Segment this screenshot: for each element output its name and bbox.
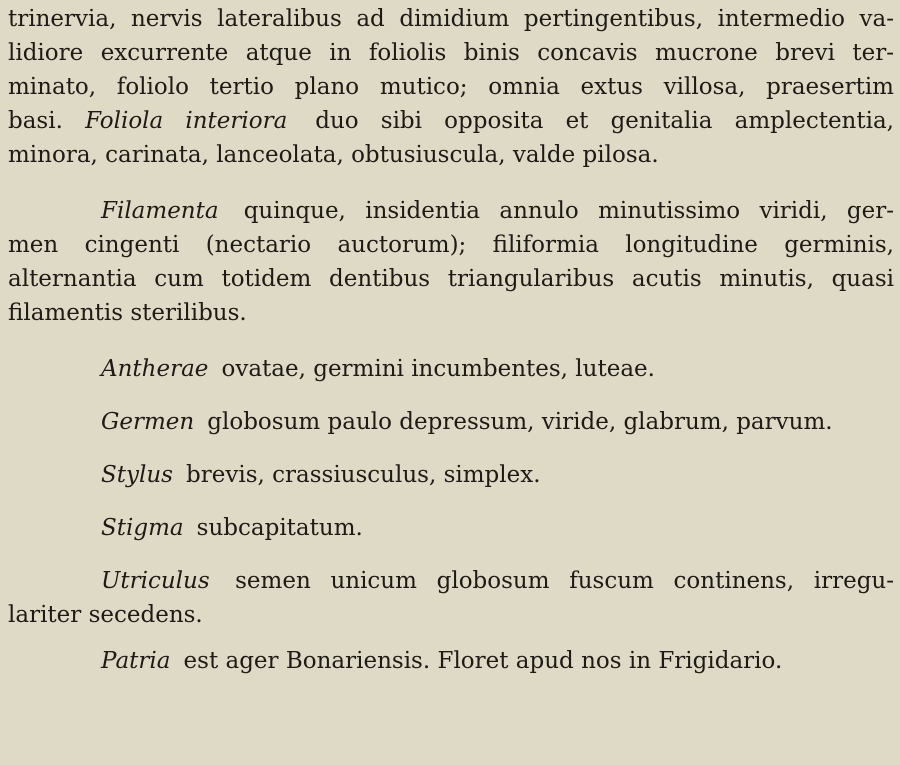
paragraph-stigma: [8, 511, 894, 545]
text-line: [8, 405, 894, 439]
term-antherae: Antherae: [101, 356, 209, 382]
term-patria: Patria: [101, 648, 171, 674]
text-fragment: quinque, insidentia annulo minutissimo viridi, ger-: [243, 198, 895, 224]
text-line: [8, 194, 894, 228]
term-stigma: Stigma: [101, 515, 184, 541]
text-fragment: subcapitatum.: [196, 515, 363, 541]
text-fragment: globosum paulo depressum, viride, glabrum, parvum.: [207, 409, 833, 435]
term-stylus: Stylus: [101, 462, 173, 488]
text-line: filamentis sterilibus.: [8, 300, 247, 326]
text-fragment: est ager Bonariensis. Floret apud nos in Frigidario.: [183, 648, 783, 674]
text-fragment: duo sibi opposita et genitalia amplectentia,: [315, 108, 894, 134]
text-fragment: brevis, crassiusculus, simplex.: [186, 462, 541, 488]
paragraph-antherae: [8, 352, 894, 386]
term-utriculus: Utriculus: [101, 568, 210, 594]
paragraph-filamenta: [8, 194, 894, 330]
text-line: trinervia, nervis lateralibus ad dimidium pertingentibus, intermedio va-: [8, 6, 894, 32]
paragraph-germen: [8, 405, 894, 439]
text-fragment: basi.: [8, 108, 63, 134]
term-germen: Germen: [101, 409, 195, 435]
text-line: minato, foliolo tertio plano mutico; omnia extus villosa, praesertim: [8, 74, 894, 100]
text-line: [8, 564, 894, 598]
paragraph-petal-description: [8, 2, 894, 172]
paragraph-stylus: [8, 458, 894, 492]
term-foliola-interiora: Foliola interiora: [85, 108, 288, 134]
text-line: [8, 352, 894, 386]
text-fragment: ovatae, germini incumbentes, luteae.: [221, 356, 655, 382]
text-line: lidiore excurrente atque in foliolis binis concavis mucrone brevi ter-: [8, 40, 894, 66]
text-line: minora, carinata, lanceolata, obtusiuscula, valde pilosa.: [8, 142, 659, 168]
paragraph-utriculus: [8, 564, 894, 632]
text-line: lariter secedens.: [8, 602, 203, 628]
text-line: alternantia cum totidem dentibus triangularibus acutis minutis, quasi: [8, 266, 894, 292]
text-line: men cingenti (nectario auctorum); filiformia longitudine germinis,: [8, 232, 894, 258]
text-line: [8, 104, 894, 138]
text-line: [8, 458, 894, 492]
text-line: [8, 511, 894, 545]
text-line: [8, 644, 894, 678]
text-fragment: semen unicum globosum fuscum continens, irregu-: [235, 568, 894, 594]
term-filamenta: Filamenta: [101, 198, 219, 224]
paragraph-patria: [8, 644, 894, 678]
